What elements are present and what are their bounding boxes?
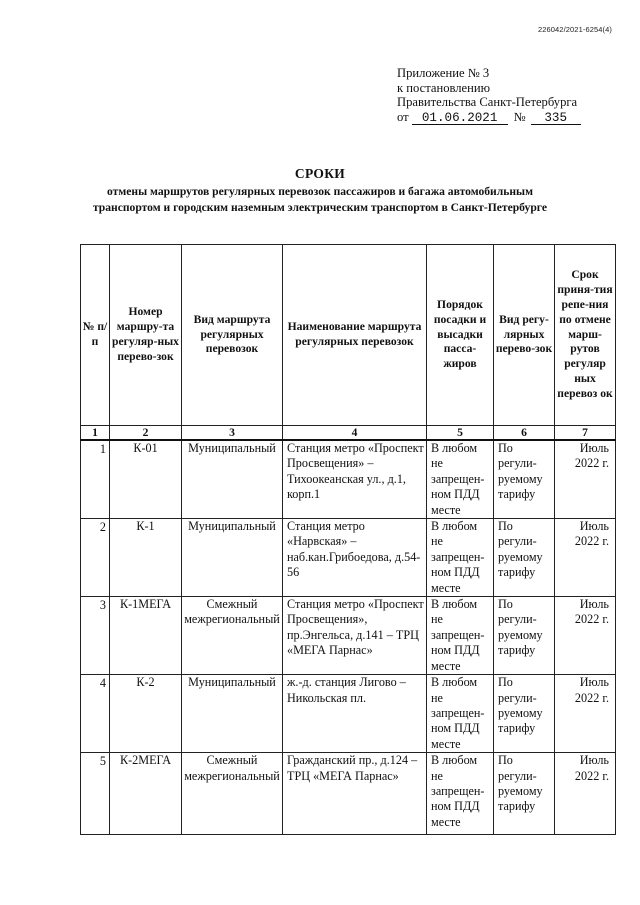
cell-decision-term: Июль 2022 г. bbox=[555, 753, 616, 835]
column-number: 5 bbox=[427, 426, 494, 441]
cell-route-name: Станция метро «Проспект Просвещения» – Тихоокеанская ул., д.1, корп.1 bbox=[283, 440, 427, 519]
cell-number: 5 bbox=[81, 753, 110, 835]
resolution-date: 01.06.2021 bbox=[412, 112, 508, 125]
document-id: 226042/2021-6254(4) bbox=[537, 25, 612, 34]
column-number: 4 bbox=[283, 426, 427, 441]
cell-route-code: К-2 bbox=[110, 675, 182, 753]
cell-route-name: Станция метро «Нарвская» – наб.кан.Грибоедова, д.54-56 bbox=[283, 519, 427, 597]
cell-route-name: Гражданский пр., д.124 – ТРЦ «МЕГА Парнас» bbox=[283, 753, 427, 835]
header-number: № п/п bbox=[81, 245, 110, 426]
routes-table bbox=[80, 244, 616, 835]
cell-boarding-order: В любом не запрещен-ном ПДД месте bbox=[427, 675, 494, 753]
cell-route-type: Смежный межрегиональный bbox=[182, 597, 283, 675]
cell-route-name: ж.-д. станция Лигово – Никольская пл. bbox=[283, 675, 427, 753]
subtitle-line-1: отмены маршрутов регулярных перевозок пассажиров и багажа автомобильным bbox=[107, 185, 533, 198]
cell-transport-kind: По регули-руемому тарифу bbox=[494, 753, 555, 835]
cell-transport-kind: По регули-руемому тарифу bbox=[494, 440, 555, 519]
table-header-row bbox=[81, 245, 616, 426]
header-route-name: Наименование маршрута регулярных перевозок bbox=[283, 245, 427, 426]
column-number-row bbox=[81, 426, 616, 441]
cell-boarding-order: В любом не запрещен-ном ПДД месте bbox=[427, 519, 494, 597]
cell-decision-term: Июль 2022 г. bbox=[555, 519, 616, 597]
cell-route-type: Муниципальный bbox=[182, 519, 283, 597]
cell-route-type: Муниципальный bbox=[182, 440, 283, 519]
column-number: 1 bbox=[81, 426, 110, 441]
cell-route-name: Станция метро «Проспект Просвещения», пр.Энгельса, д.141 – ТРЦ «МЕГА Парнас» bbox=[283, 597, 427, 675]
header-route-type: Вид маршрута регулярных перевозок bbox=[182, 245, 283, 426]
table-row bbox=[81, 597, 616, 675]
cell-route-type: Смежный межрегиональный bbox=[182, 753, 283, 835]
table-row bbox=[81, 440, 616, 519]
cell-number: 4 bbox=[81, 675, 110, 753]
column-number: 7 bbox=[555, 426, 616, 441]
cell-route-type: Муниципальный bbox=[182, 675, 283, 753]
cell-boarding-order: В любом не запрещен-ном ПДД месте bbox=[427, 753, 494, 835]
document-title: СРОКИ bbox=[294, 166, 346, 181]
cell-boarding-order: В любом не запрещен-ном ПДД месте bbox=[427, 597, 494, 675]
header-boarding-order: Порядок посадки и высадки пасса-жиров bbox=[427, 245, 494, 426]
cell-number: 3 bbox=[81, 597, 110, 675]
cell-decision-term: Июль 2022 г. bbox=[555, 597, 616, 675]
cell-route-code: К-1 bbox=[110, 519, 182, 597]
cell-route-code: К-2МЕГА bbox=[110, 753, 182, 835]
table-row bbox=[81, 519, 616, 597]
cell-boarding-order: В любом не запрещен-ном ПДД месте bbox=[427, 440, 494, 519]
document-subtitle bbox=[0, 184, 640, 215]
column-number: 6 bbox=[494, 426, 555, 441]
number-label: № bbox=[513, 109, 526, 124]
cell-decision-term: Июль 2022 г. bbox=[555, 675, 616, 753]
cell-number: 2 bbox=[81, 519, 110, 597]
column-number: 2 bbox=[110, 426, 182, 441]
cell-number: 1 bbox=[81, 440, 110, 519]
appendix-block bbox=[397, 66, 581, 125]
appendix-line-1: Приложение № 3 bbox=[397, 66, 490, 80]
header-transport-kind: Вид регу-лярных перево-зок bbox=[494, 245, 555, 426]
cell-decision-term: Июль 2022 г. bbox=[555, 440, 616, 519]
table-row bbox=[81, 675, 616, 753]
resolution-number: 335 bbox=[531, 112, 581, 125]
appendix-line-3: Правительства Санкт-Петербурга bbox=[397, 95, 578, 110]
header-route-code: Номер маршру-та регуляр-ных перево-зок bbox=[110, 245, 182, 426]
from-label: от bbox=[397, 109, 409, 124]
subtitle-line-2: транспортом и городским наземным электрическим транспортом в Санкт-Петербурге bbox=[92, 200, 548, 214]
cell-transport-kind: По регули-руемому тарифу bbox=[494, 675, 555, 753]
table-row bbox=[81, 753, 616, 835]
cell-transport-kind: По регули-руемому тарифу bbox=[494, 519, 555, 597]
appendix-line-2: к постановлению bbox=[397, 80, 491, 95]
header-decision-term: Срок приня-тия репе-ния по отмене марш-рутов регуляр ных перевоз ок bbox=[555, 245, 616, 426]
cell-transport-kind: По регули-руемому тарифу bbox=[494, 597, 555, 675]
appendix-date-line bbox=[397, 110, 581, 125]
cell-route-code: К-1МЕГА bbox=[110, 597, 182, 675]
column-number: 3 bbox=[182, 426, 283, 441]
cell-route-code: К-01 bbox=[110, 440, 182, 519]
